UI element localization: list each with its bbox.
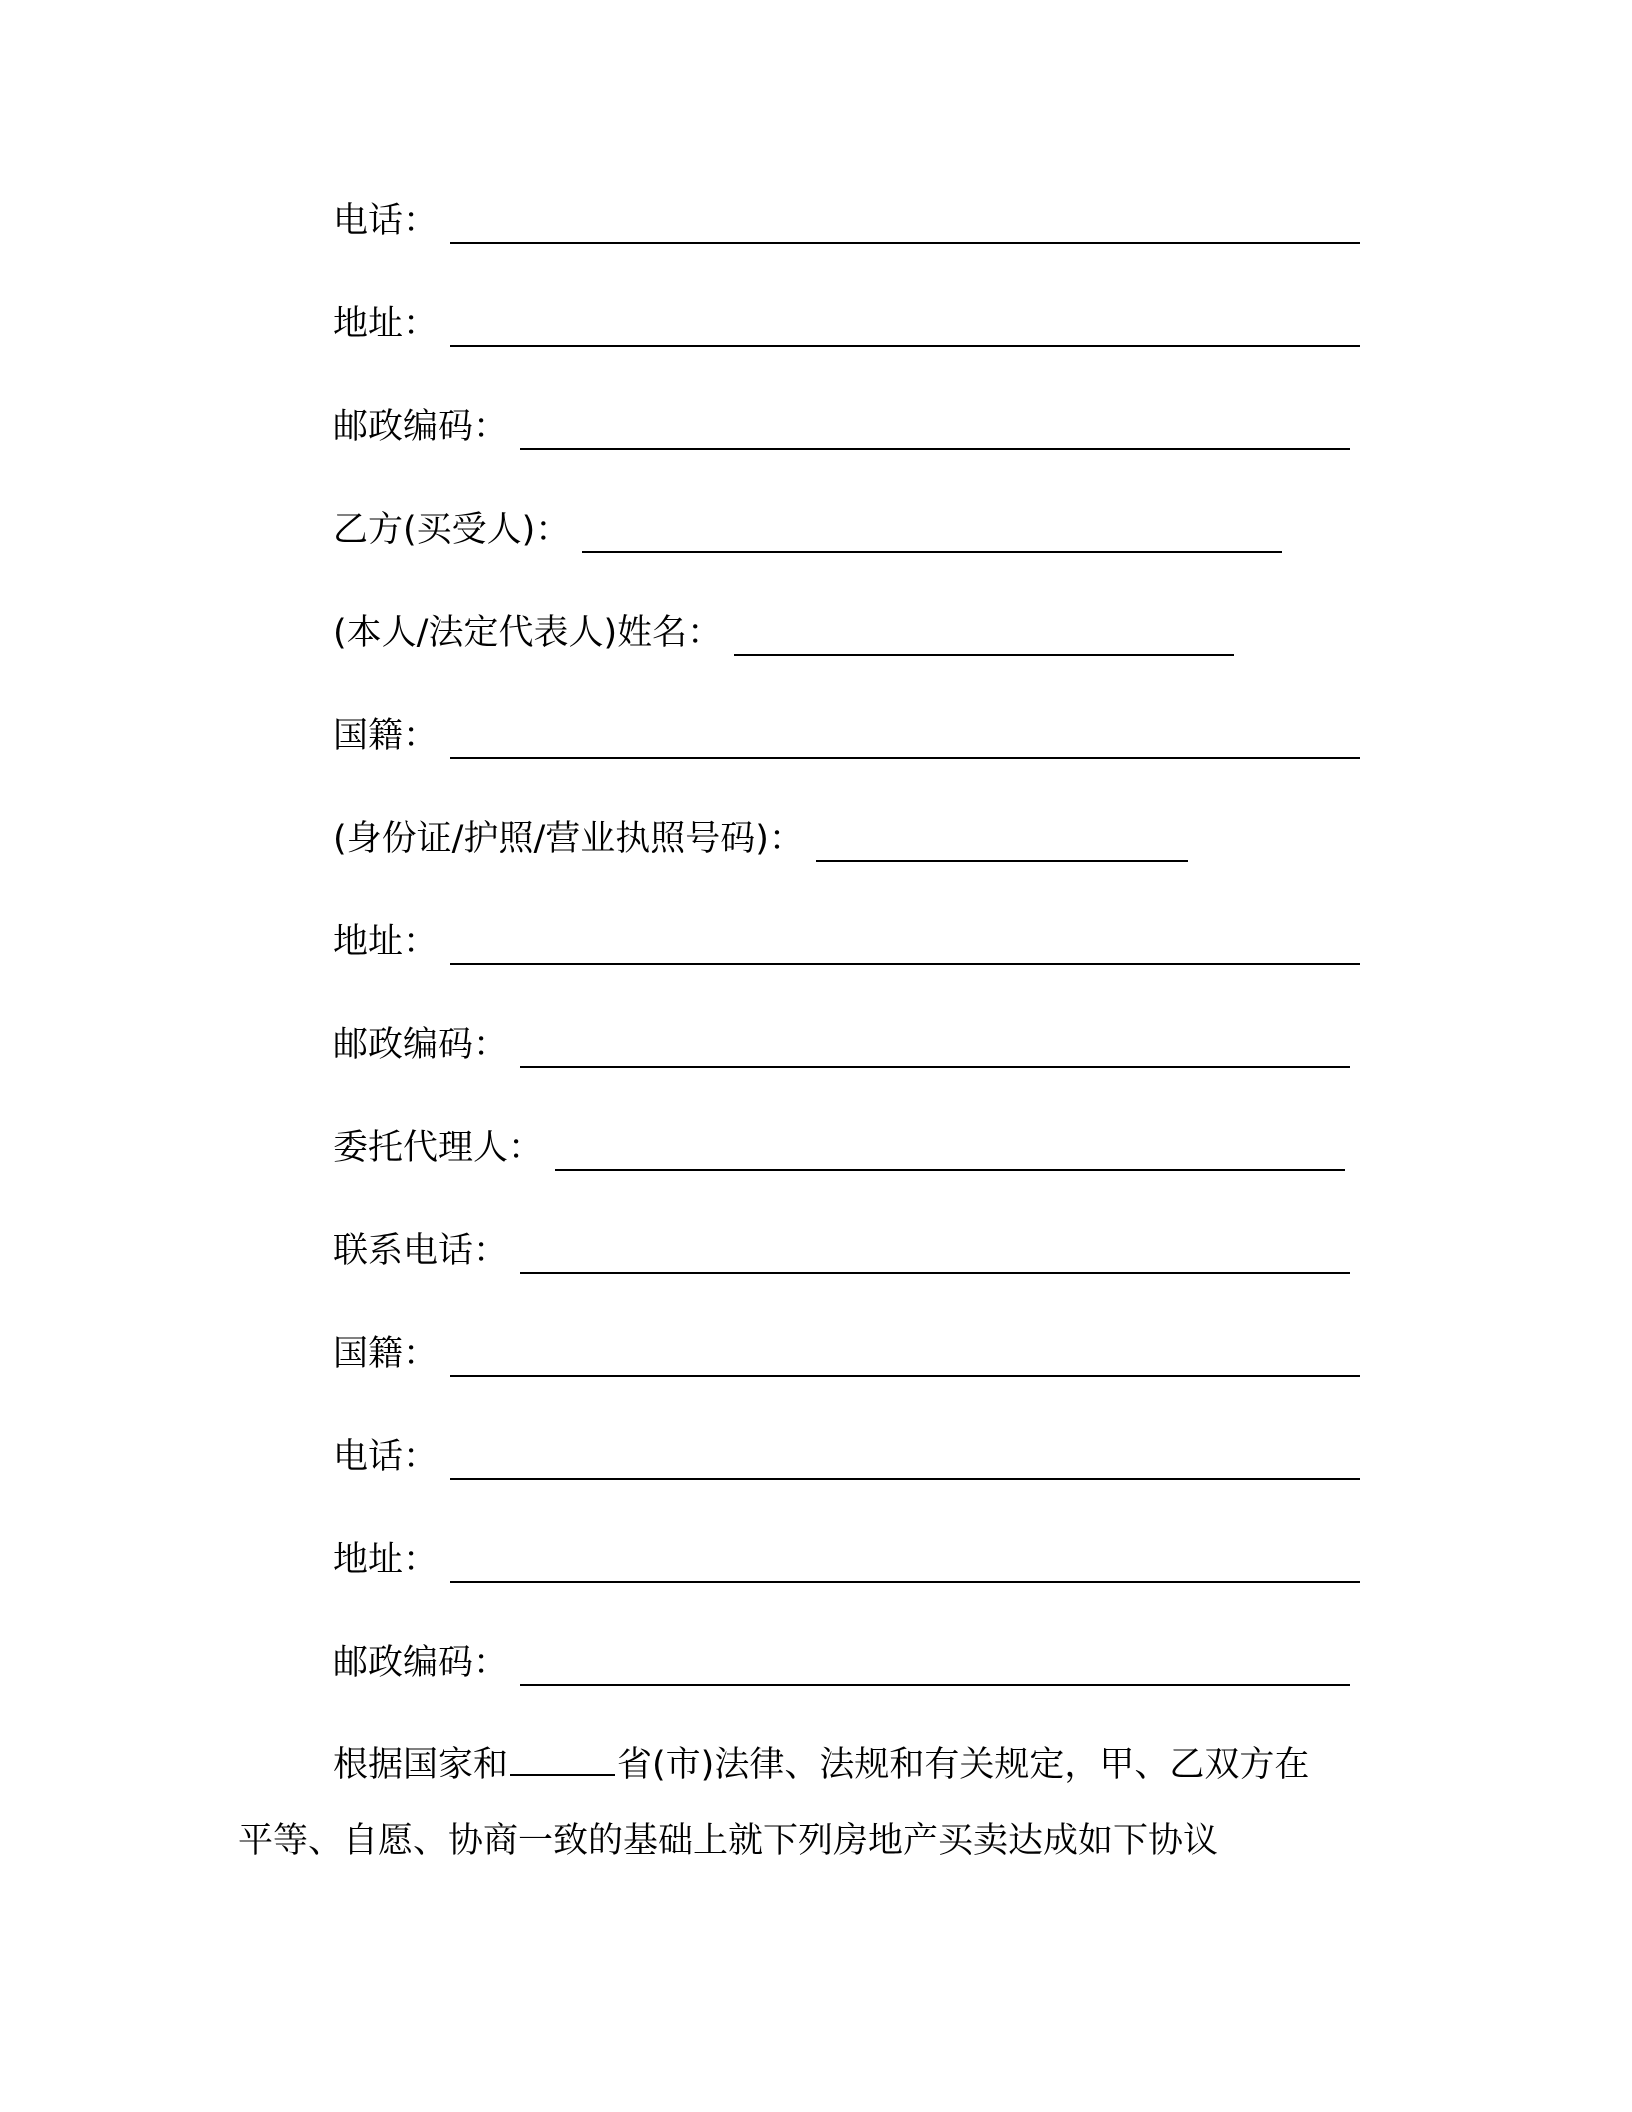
nationality-blank[interactable] bbox=[450, 723, 1360, 759]
address-label-3: 地址： bbox=[333, 1540, 439, 1580]
address-label: 地址： bbox=[333, 304, 439, 344]
agent-field bbox=[333, 1125, 1345, 1171]
postal-code-label-3: 邮政编码： bbox=[333, 1643, 509, 1683]
agent-label: 委托代理人： bbox=[333, 1128, 544, 1168]
nationality-label: 国籍： bbox=[333, 716, 439, 756]
name-blank[interactable] bbox=[734, 620, 1234, 656]
postal-code-field-3 bbox=[333, 1640, 1350, 1686]
party-b-field bbox=[333, 507, 1282, 553]
nationality-field-2 bbox=[333, 1331, 1360, 1377]
contact-phone-field bbox=[333, 1228, 1350, 1274]
id-number-field bbox=[333, 816, 1188, 862]
address-blank[interactable] bbox=[450, 311, 1360, 347]
postal-code-label: 邮政编码： bbox=[333, 407, 509, 447]
postal-code-label-2: 邮政编码： bbox=[333, 1025, 509, 1065]
province-blank[interactable] bbox=[510, 1744, 615, 1776]
postal-code-field-2 bbox=[333, 1022, 1350, 1068]
address-field-3 bbox=[333, 1537, 1360, 1583]
phone-label: 电话： bbox=[333, 201, 439, 241]
name-label: (本人/法定代表人)姓名： bbox=[333, 613, 723, 653]
address-blank-2[interactable] bbox=[450, 929, 1360, 965]
phone-blank[interactable] bbox=[450, 208, 1360, 244]
party-b-label: 乙方(买受人)： bbox=[333, 510, 571, 550]
postal-code-blank[interactable] bbox=[520, 414, 1350, 450]
address-label-2: 地址： bbox=[333, 922, 439, 962]
paragraph-text-before: 根据国家和 bbox=[333, 1745, 509, 1785]
agreement-paragraph-line-2 bbox=[238, 1818, 1218, 1864]
address-field-2 bbox=[333, 919, 1360, 965]
phone-blank-2[interactable] bbox=[450, 1444, 1360, 1480]
nationality-label-2: 国籍： bbox=[333, 1334, 439, 1374]
phone-field-2 bbox=[333, 1434, 1360, 1480]
phone-field bbox=[333, 198, 1360, 244]
contact-phone-label: 联系电话： bbox=[333, 1231, 509, 1271]
name-field bbox=[333, 610, 1234, 656]
phone-label-2: 电话： bbox=[333, 1437, 439, 1477]
address-field bbox=[333, 301, 1360, 347]
paragraph-text-after: 省(市)法律、法规和有关规定，甲、乙双方在 bbox=[617, 1745, 1310, 1785]
nationality-field bbox=[333, 713, 1360, 759]
postal-code-blank-3[interactable] bbox=[520, 1650, 1350, 1686]
address-blank-3[interactable] bbox=[450, 1547, 1360, 1583]
id-number-label: (身份证/护照/营业执照号码)： bbox=[333, 819, 804, 859]
nationality-blank-2[interactable] bbox=[450, 1341, 1360, 1377]
agent-blank[interactable] bbox=[555, 1135, 1345, 1171]
agreement-paragraph-line-1 bbox=[333, 1742, 1309, 1788]
postal-code-blank-2[interactable] bbox=[520, 1032, 1350, 1068]
contact-phone-blank[interactable] bbox=[520, 1238, 1350, 1274]
party-b-blank[interactable] bbox=[582, 517, 1282, 553]
paragraph-text-line-2: 平等、自愿、协商一致的基础上就下列房地产买卖达成如下协议 bbox=[238, 1821, 1219, 1861]
id-number-blank[interactable] bbox=[816, 826, 1188, 862]
postal-code-field bbox=[333, 404, 1350, 450]
